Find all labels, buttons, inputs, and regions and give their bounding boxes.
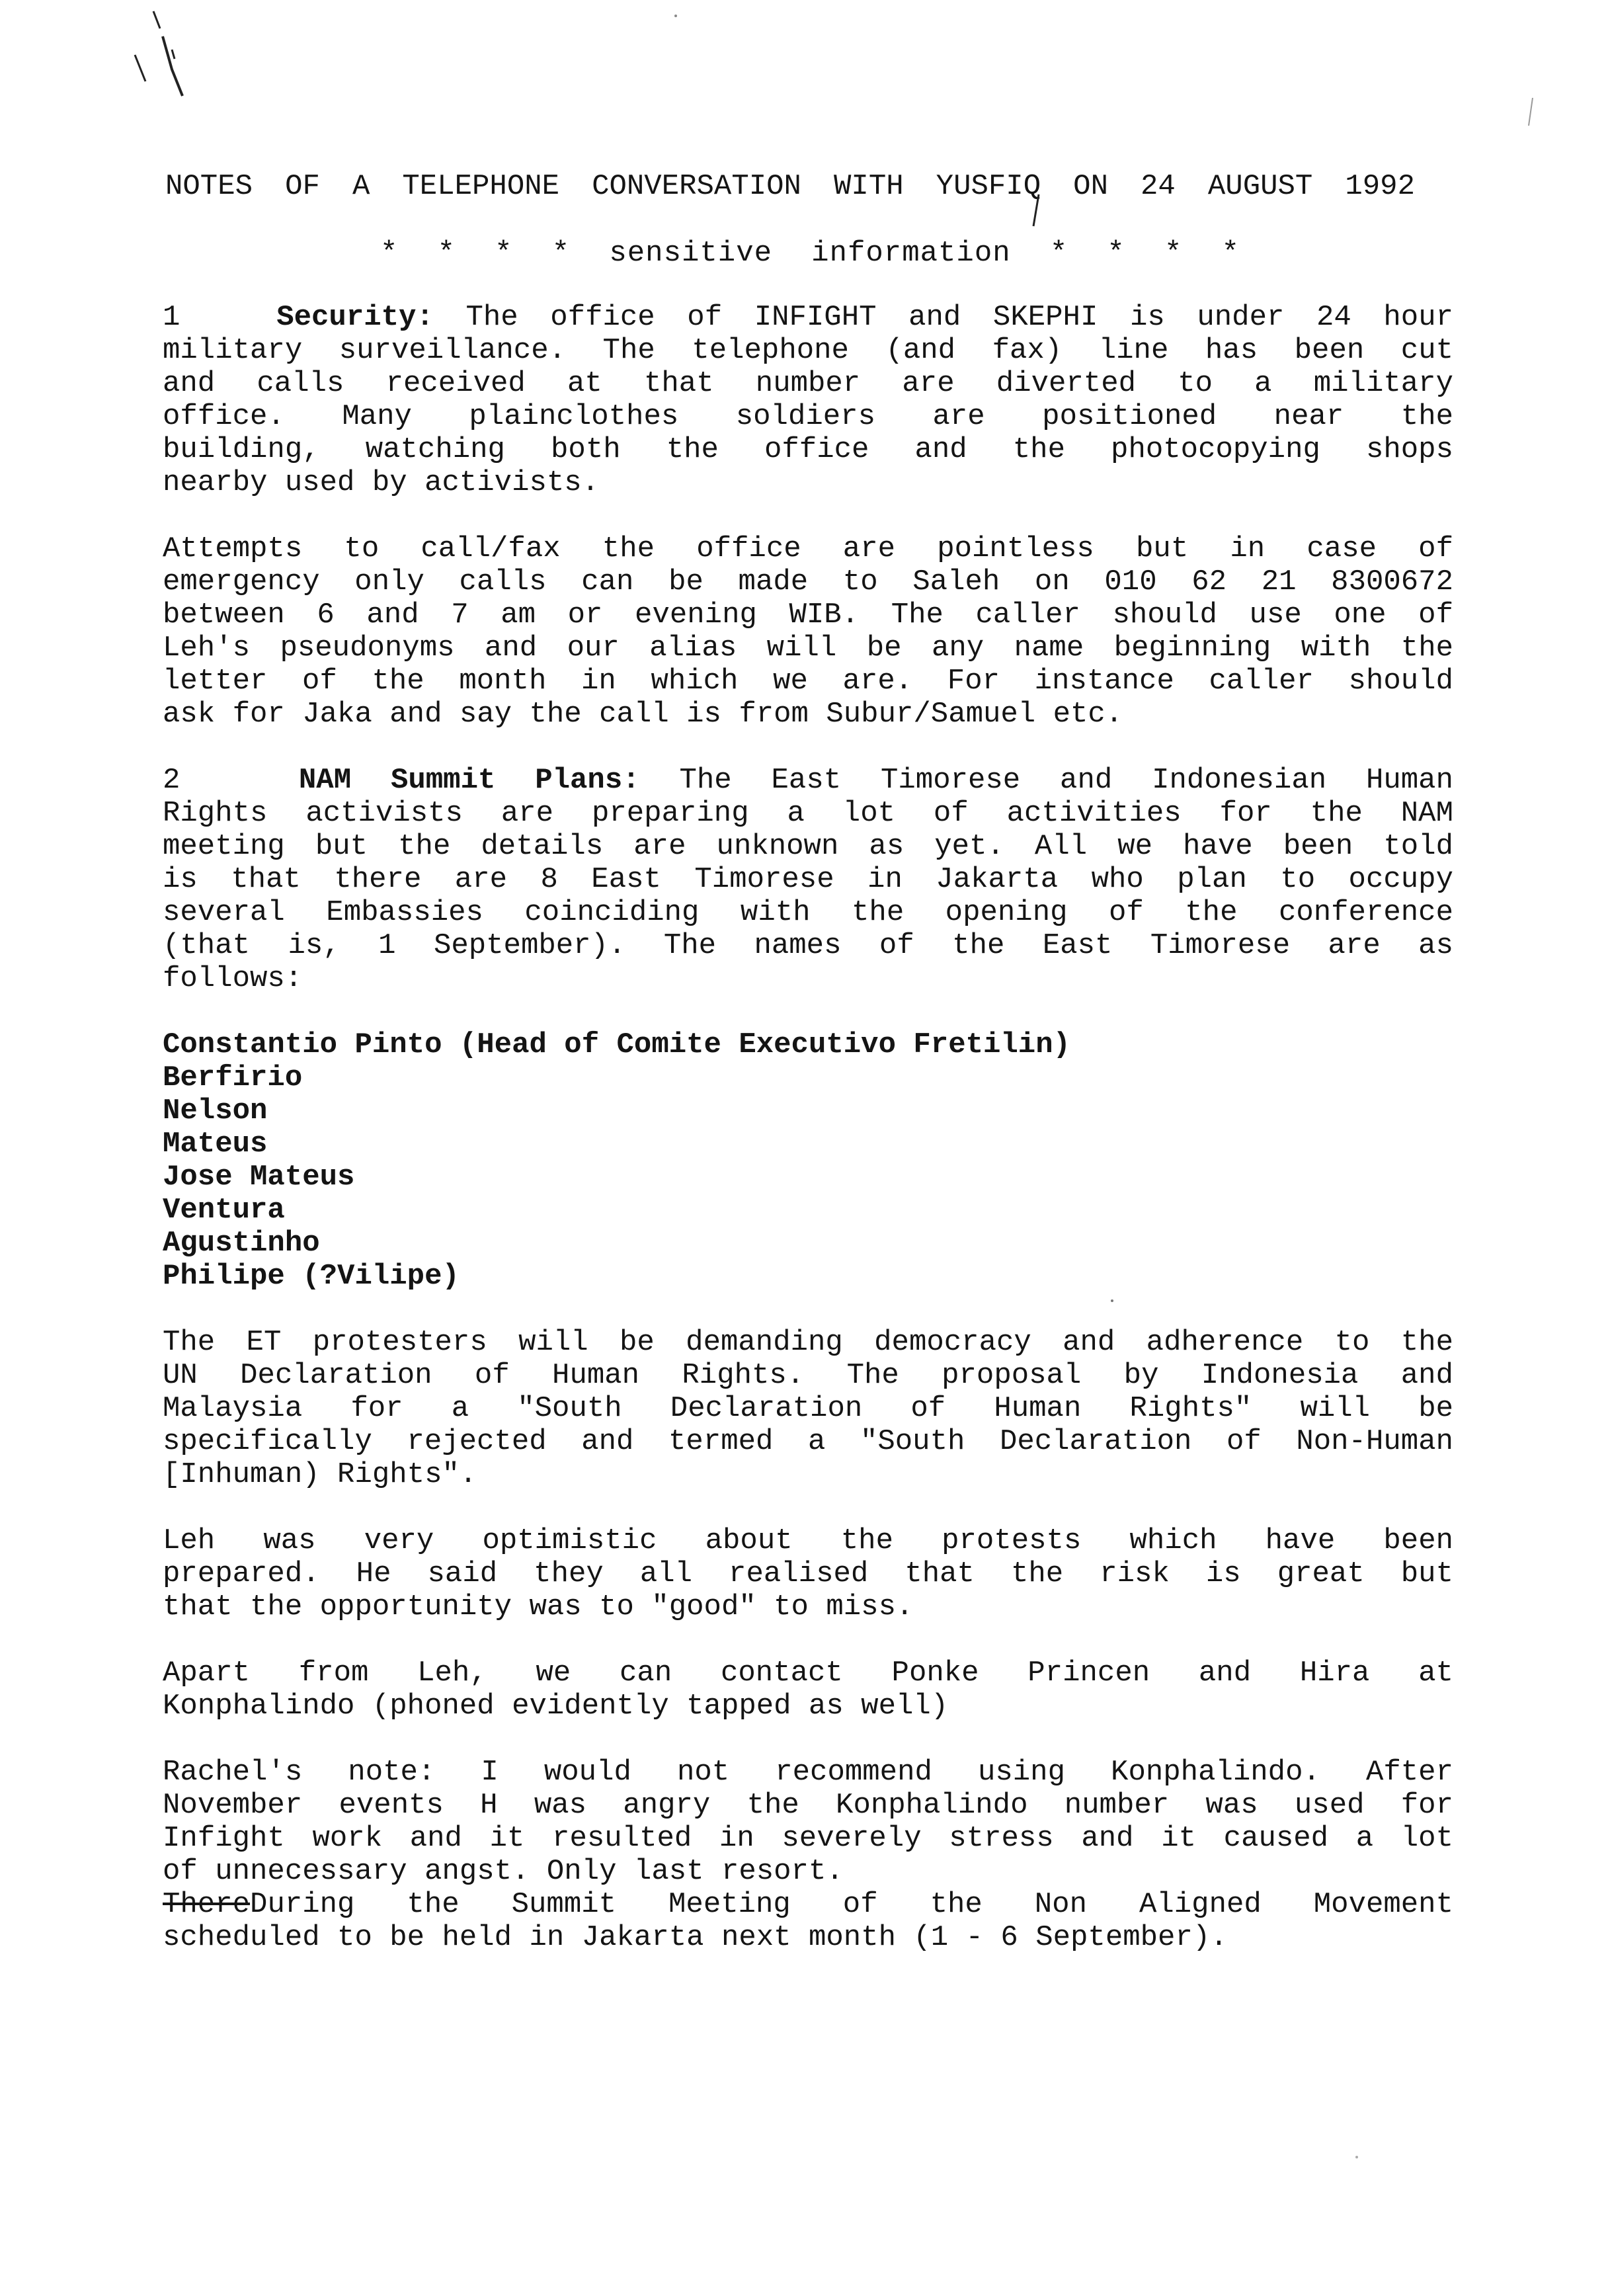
section-2-line: Rights activists are preparing a lot of activities for the NAM [163,797,1453,830]
section-1-line: nearby used by activists. [163,466,600,499]
section-2-line: The East Timorese and Indonesian Human [679,764,1453,797]
optimism-line: that the opportunity was to "good" to miss. [163,1590,914,1623]
protesters-line: specifically rejected and termed a "South Declaration of Non-Human [163,1425,1453,1458]
section-2-line: (that is, 1 September). The names of the East Timorese are as [163,929,1453,962]
section-1-number: 1 [163,301,181,334]
pen-marks-scribble [126,3,205,116]
note-final-first-line [163,1888,1453,1921]
handwritten-correction: D [250,1888,268,1921]
protesters-line: Malaysia for a "South Declaration of Human Rights" will be [163,1392,1453,1425]
section-1-line: and calls received at that number are diverted to a military [163,367,1453,400]
struck-word: There [163,1888,251,1921]
section-1-line: military surveillance. The telephone (and fax) line has been cut [163,334,1453,367]
protesters-line: [Inhuman) Rights". [163,1458,477,1491]
name-list-item: Ventura [163,1194,285,1227]
scan-speck [674,15,677,17]
scan-speck [1111,1299,1113,1302]
note-line: Infight work and it resulted in severely stress and it caused a lot [163,1822,1453,1855]
protesters-line: The ET protesters will be demanding democracy and adherence to the [163,1326,1453,1359]
note-final-line: scheduled to be held in Jakarta next month (1 - 6 September). [163,1921,1228,1954]
attempts-line: Attempts to call/fax the office are pointless but in case of [163,532,1453,565]
note-line: of unnecessary angst. Only last resort. [163,1855,844,1888]
handwritten-correction-mark [1022,192,1048,231]
optimism-line: prepared. He said they all realised that the risk is great but [163,1557,1453,1590]
name-list-item: Constantio Pinto (Head of Comite Executivo Fretilin) [163,1028,1071,1061]
name-list-item: Philipe (?Vilipe) [163,1260,460,1293]
section-2-line: is that there are 8 East Timorese in Jakarta who plan to occupy [163,863,1453,896]
attempts-line: letter of the month in which we are. For instance caller should [163,665,1453,698]
section-1-line: The office of INFIGHT and SKEPHI is under 24 hour [465,301,1454,334]
section-2-first-line [163,764,1453,797]
protesters-line: UN Declaration of Human Rights. The proposal by Indonesia and [163,1359,1453,1392]
attempts-line: Leh's pseudonyms and our alias will be any name beginning with the [163,632,1453,665]
attempts-line: between 6 and 7 am or evening WIB. The caller should use one of [163,598,1453,632]
section-1-heading: Security: [276,301,434,334]
name-list-item: Berfirio [163,1061,303,1094]
section-2-heading: NAM Summit Plans: [298,764,640,797]
attempts-line: ask for Jaka and say the call is from Subur/Samuel etc. [163,698,1123,731]
contacts-line: Apart from Leh, we can contact Ponke Princen and Hira at [163,1657,1453,1690]
name-list-item: Mateus [163,1128,268,1161]
section-2-line: several Embassies coinciding with the opening of the conference [163,896,1453,929]
name-list-item: Agustinho [163,1227,320,1260]
optimism-line: Leh was very optimistic about the protests which have been [163,1524,1453,1557]
section-1-line: building, watching both the office and the photocopying shops [163,433,1453,466]
name-list-item: Nelson [163,1094,268,1128]
classification-line: * * * * sensitive information * * * * [380,237,1240,270]
attempts-line: emergency only calls can be made to Saleh on 010 62 21 8300672 [163,565,1453,598]
section-2-number: 2 [163,764,181,797]
note-line: Rachel's note: I would not recommend using Konphalindo. After [163,1756,1453,1789]
note-final-rest: uring the Summit Meeting of the Non Aligned Movement [267,1888,1453,1921]
note-line: November events H was angry the Konphalindo number was used for [163,1789,1453,1822]
section-2-line: meeting but the details are unknown as yet. All we have been told [163,830,1453,863]
section-1-line: office. Many plainclothes soldiers are positioned near the [163,400,1453,433]
edge-mark [1521,93,1541,139]
name-list-item: Jose Mateus [163,1161,355,1194]
contacts-line: Konphalindo (phoned evidently tapped as well) [163,1690,949,1723]
section-2-line: follows: [163,962,303,995]
scan-speck [1355,2156,1358,2158]
document-title: NOTES OF A TELEPHONE CONVERSATION WITH YUSFIQ ON 24 AUGUST 1992 [165,170,1415,203]
section-1-first-line [163,301,1453,334]
